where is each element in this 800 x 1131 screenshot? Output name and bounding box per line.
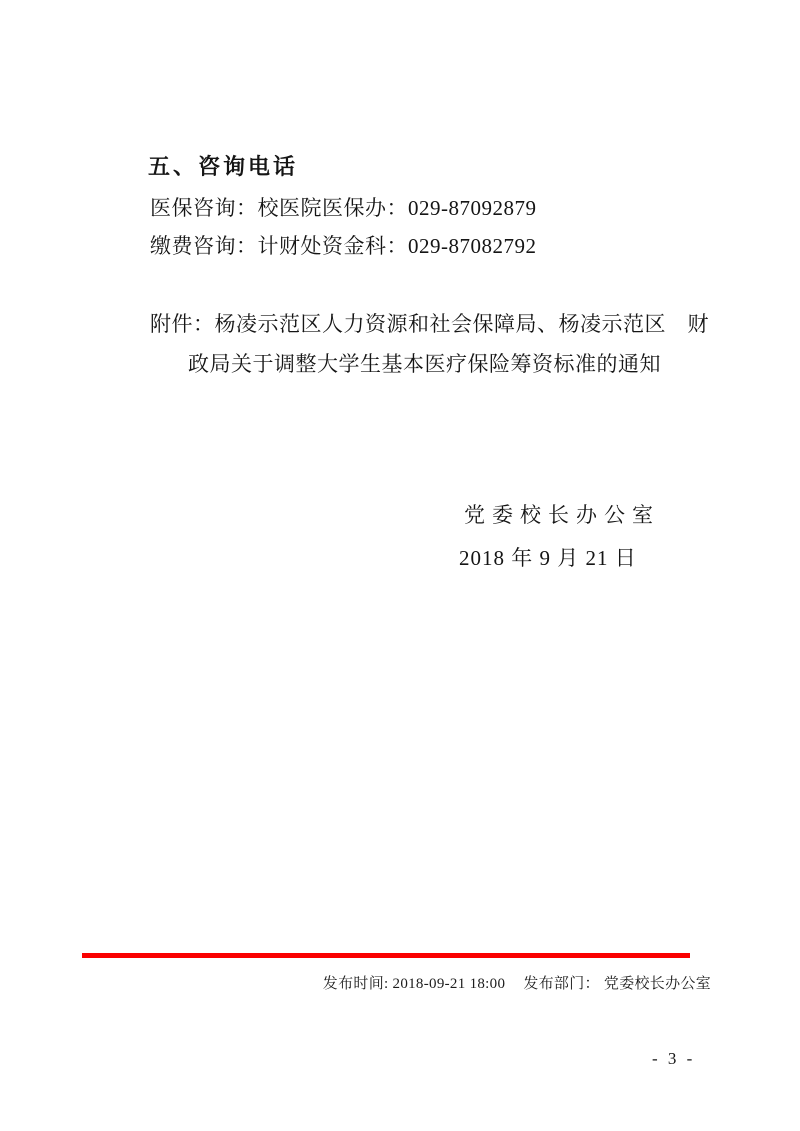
- page-number: - 3 -: [652, 1049, 696, 1068]
- publish-dept-value: 党委校长办公室: [603, 976, 711, 992]
- contact-line-payment: 缴费咨询：计财处资金科：029-87082792: [150, 234, 537, 258]
- section-heading: 五、咨询电话: [148, 154, 299, 179]
- publish-time-value: 2018-09-21 18:00: [392, 976, 506, 992]
- publish-info: [323, 972, 711, 993]
- footer-divider: [82, 953, 690, 958]
- publish-dept-label: 发布部门：: [523, 976, 600, 992]
- contact-line-medical: 医保咨询：校医院医保办：029-87092879: [150, 196, 537, 220]
- attachment-line-1: 附件：杨凌示范区人力资源和社会保障局、杨凌示范区 财: [150, 312, 709, 336]
- signature-date: 2018 年 9 月 21 日: [459, 546, 637, 570]
- publish-time-label: 发布时间:: [322, 976, 389, 992]
- signature-department: 党委校长办公室: [464, 503, 660, 527]
- attachment-line-2: 政局关于调整大学生基本医疗保险筹资标准的通知: [188, 352, 661, 376]
